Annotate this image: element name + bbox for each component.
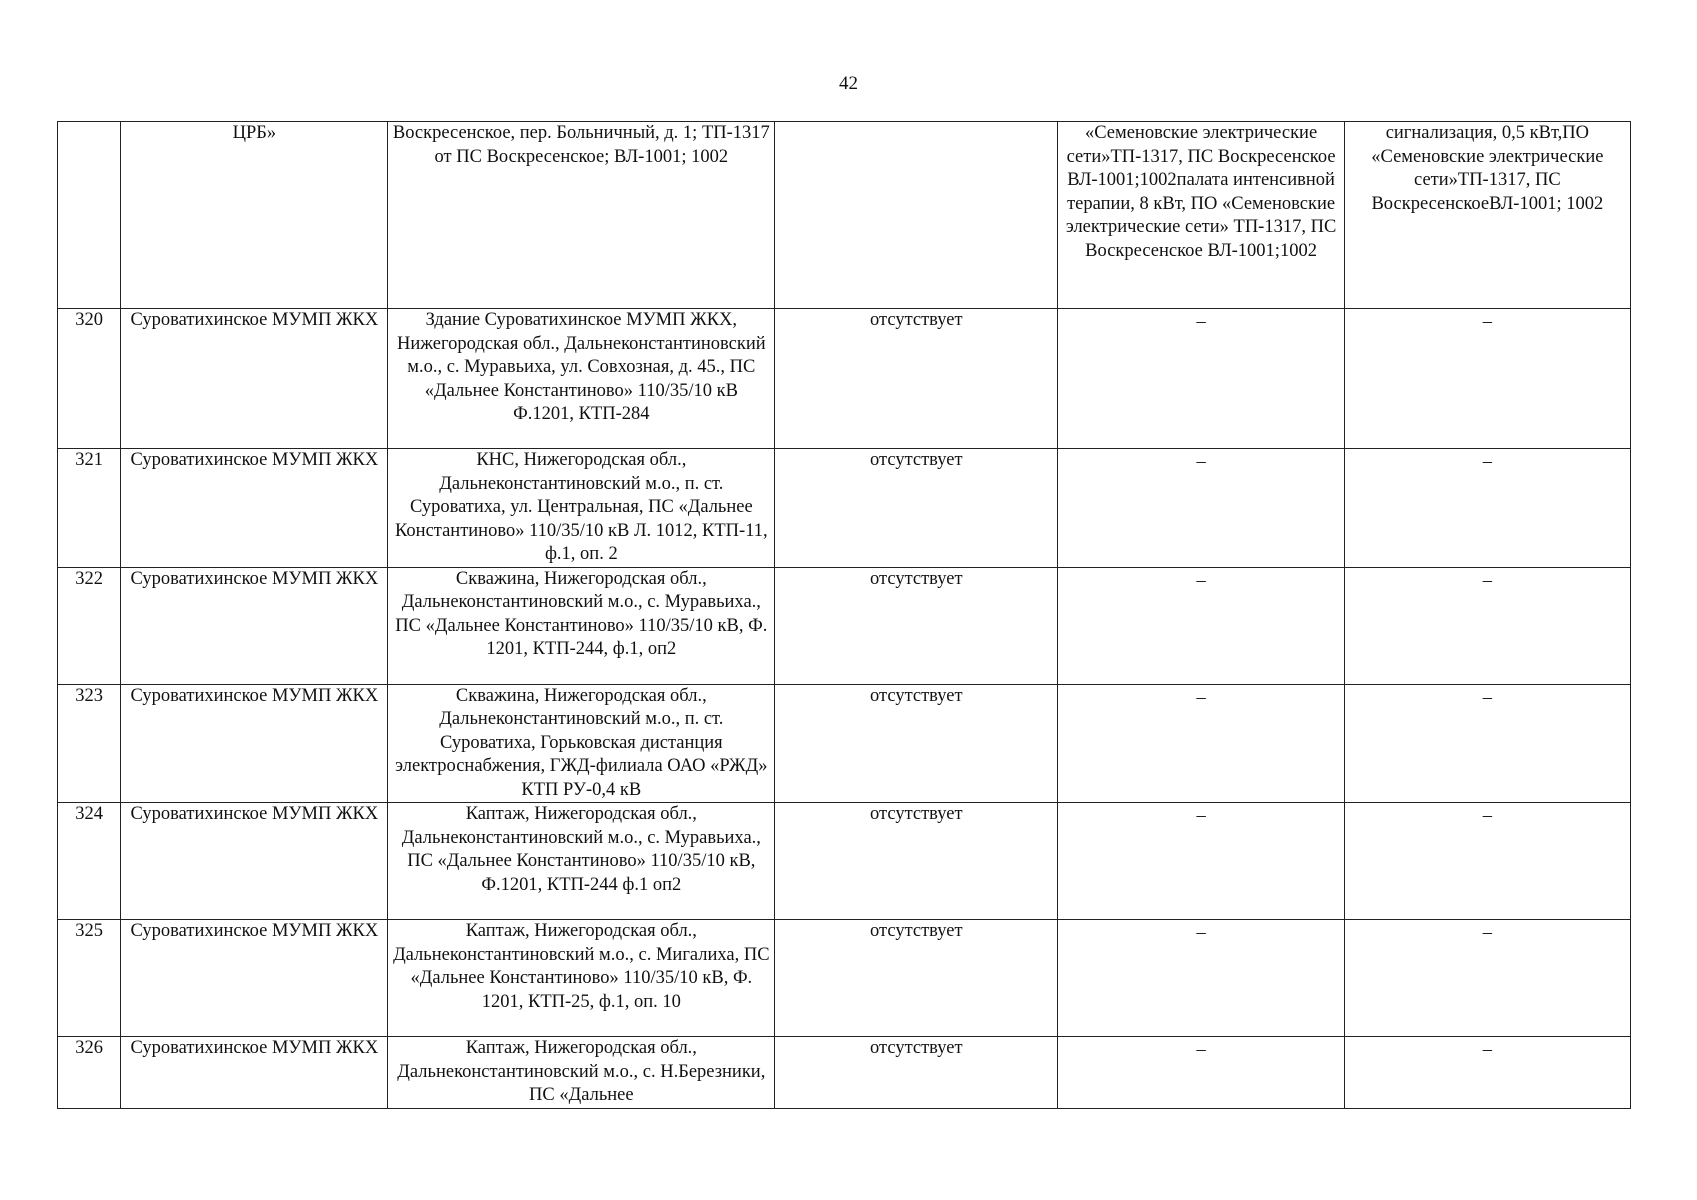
dash-mark: –: [1196, 687, 1206, 708]
table-row: [58, 684, 1631, 803]
cell-number: 326: [58, 1037, 121, 1109]
cell-source-2: [1344, 449, 1630, 568]
document-table: [57, 121, 1631, 1109]
cell-number: 322: [58, 567, 121, 684]
cell-source-2: [1344, 920, 1630, 1037]
cell-presence: отсутствует: [775, 803, 1058, 920]
dash-mark: –: [1196, 923, 1206, 943]
dash-mark: –: [1196, 570, 1206, 591]
cell-source-2: [1344, 567, 1630, 684]
cell-source-2: [1344, 309, 1630, 449]
cell-source-2: [1344, 1037, 1630, 1109]
cell-number: 320: [58, 309, 121, 449]
cell-source-1: [1058, 309, 1344, 449]
dash-mark: –: [1482, 923, 1492, 943]
cell-number: 321: [58, 449, 121, 568]
cell-number: [58, 122, 121, 309]
table-row: [58, 309, 1631, 449]
cell-source-2: сигнализация, 0,5 кВт,ПО «Семеновские электрические сети»ТП-1317, ПС ВоскресенскоеВЛ-1001; 1002: [1344, 122, 1630, 309]
cell-object: Скважина, Нижегородская обл., Дальнеконстантиновский м.о., п. ст. Суроватиха, Горьковская дистанция электроснабжения, ГЖД-филиала ОАО «РЖД» КТП РУ-0,4 кВ: [388, 684, 775, 803]
cell-object: Каптаж, Нижегородская обл., Дальнеконстантиновский м.о., с. Мигалиха, ПС «Дальнее Константиново» 110/35/10 кВ, Ф. 1201, КТП-25, ф.1, оп. 10: [388, 920, 775, 1037]
cell-object: Каптаж, Нижегородская обл., Дальнеконстантиновский м.о., с. Н.Березники, ПС «Дальнее: [388, 1037, 775, 1109]
table-row: [58, 449, 1631, 568]
cell-object: Воскресенское, пер. Больничный, д. 1; ТП-1317 от ПС Воскресенское; ВЛ-1001; 1002: [388, 122, 775, 309]
cell-organization: Суроватихинское МУМП ЖКХ: [121, 449, 388, 568]
cell-number: 323: [58, 684, 121, 803]
cell-object: Здание Суроватихинское МУМП ЖКХ, Нижегородская обл., Дальнеконстантиновский м.о., с. Муравьиха, ул. Совхозная, д. 45., ПС «Дальнее Константиново» 110/35/10 кВ Ф.1201, КТП-284: [388, 309, 775, 449]
cell-source-2: [1344, 684, 1630, 803]
cell-presence: отсутствует: [775, 449, 1058, 568]
table-row: [58, 1037, 1631, 1109]
cell-source-1: [1058, 1037, 1344, 1109]
dash-mark: –: [1482, 570, 1492, 591]
cell-source-2: [1344, 803, 1630, 920]
cell-object: Скважина, Нижегородская обл., Дальнеконстантиновский м.о., с. Муравьиха., ПС «Дальнее Константиново» 110/35/10 кВ, Ф. 1201, КТП-244, ф.1, оп2: [388, 567, 775, 684]
cell-source-1: [1058, 920, 1344, 1037]
dash-mark: –: [1482, 806, 1492, 826]
cell-organization: Суроватихинское МУМП ЖКХ: [121, 1037, 388, 1109]
cell-object: Каптаж, Нижегородская обл., Дальнеконстантиновский м.о., с. Муравьиха., ПС «Дальнее Константиново» 110/35/10 кВ, Ф.1201, КТП-244 ф.1 оп2: [388, 803, 775, 920]
dash-mark: –: [1196, 1040, 1206, 1060]
cell-number: 325: [58, 920, 121, 1037]
dash-mark: –: [1482, 312, 1492, 332]
page-number: 42: [839, 73, 858, 94]
cell-organization: Суроватихинское МУМП ЖКХ: [121, 684, 388, 803]
dash-mark: –: [1196, 452, 1206, 472]
table-row: [58, 920, 1631, 1037]
cell-source-1: [1058, 449, 1344, 568]
table-row: [58, 567, 1631, 684]
cell-presence: отсутствует: [775, 1037, 1058, 1109]
dash-mark: –: [1482, 452, 1492, 472]
table-row: [58, 803, 1631, 920]
cell-organization: Суроватихинское МУМП ЖКХ: [121, 309, 388, 449]
cell-presence: [775, 122, 1058, 309]
cell-presence: отсутствует: [775, 684, 1058, 803]
dash-mark: –: [1482, 687, 1492, 708]
cell-presence: отсутствует: [775, 920, 1058, 1037]
cell-organization: Суроватихинское МУМП ЖКХ: [121, 567, 388, 684]
dash-mark: –: [1196, 312, 1206, 332]
cell-source-1: [1058, 803, 1344, 920]
dash-mark: –: [1196, 806, 1206, 826]
dash-mark: –: [1482, 1040, 1492, 1060]
cell-organization: ЦРБ»: [121, 122, 388, 309]
cell-presence: отсутствует: [775, 309, 1058, 449]
table-row-continuation: [58, 122, 1631, 309]
cell-object: КНС, Нижегородская обл., Дальнеконстантиновский м.о., п. ст. Суроватиха, ул. Центральная, ПС «Дальнее Константиново» 110/35/10 кВ Л. 1012, КТП-11, ф.1, оп. 2: [388, 449, 775, 568]
cell-number: 324: [58, 803, 121, 920]
cell-source-1: [1058, 567, 1344, 684]
cell-organization: Суроватихинское МУМП ЖКХ: [121, 920, 388, 1037]
cell-source-1: [1058, 684, 1344, 803]
cell-organization: Суроватихинское МУМП ЖКХ: [121, 803, 388, 920]
cell-source-1: «Семеновские электрические сети»ТП-1317, ПС Воскресенское ВЛ-1001;1002палата интенсивной терапии, 8 кВт, ПО «Семеновские электрические сети» ТП-1317, ПС Воскресенское ВЛ-1001;1002: [1058, 122, 1344, 309]
cell-presence: отсутствует: [775, 567, 1058, 684]
